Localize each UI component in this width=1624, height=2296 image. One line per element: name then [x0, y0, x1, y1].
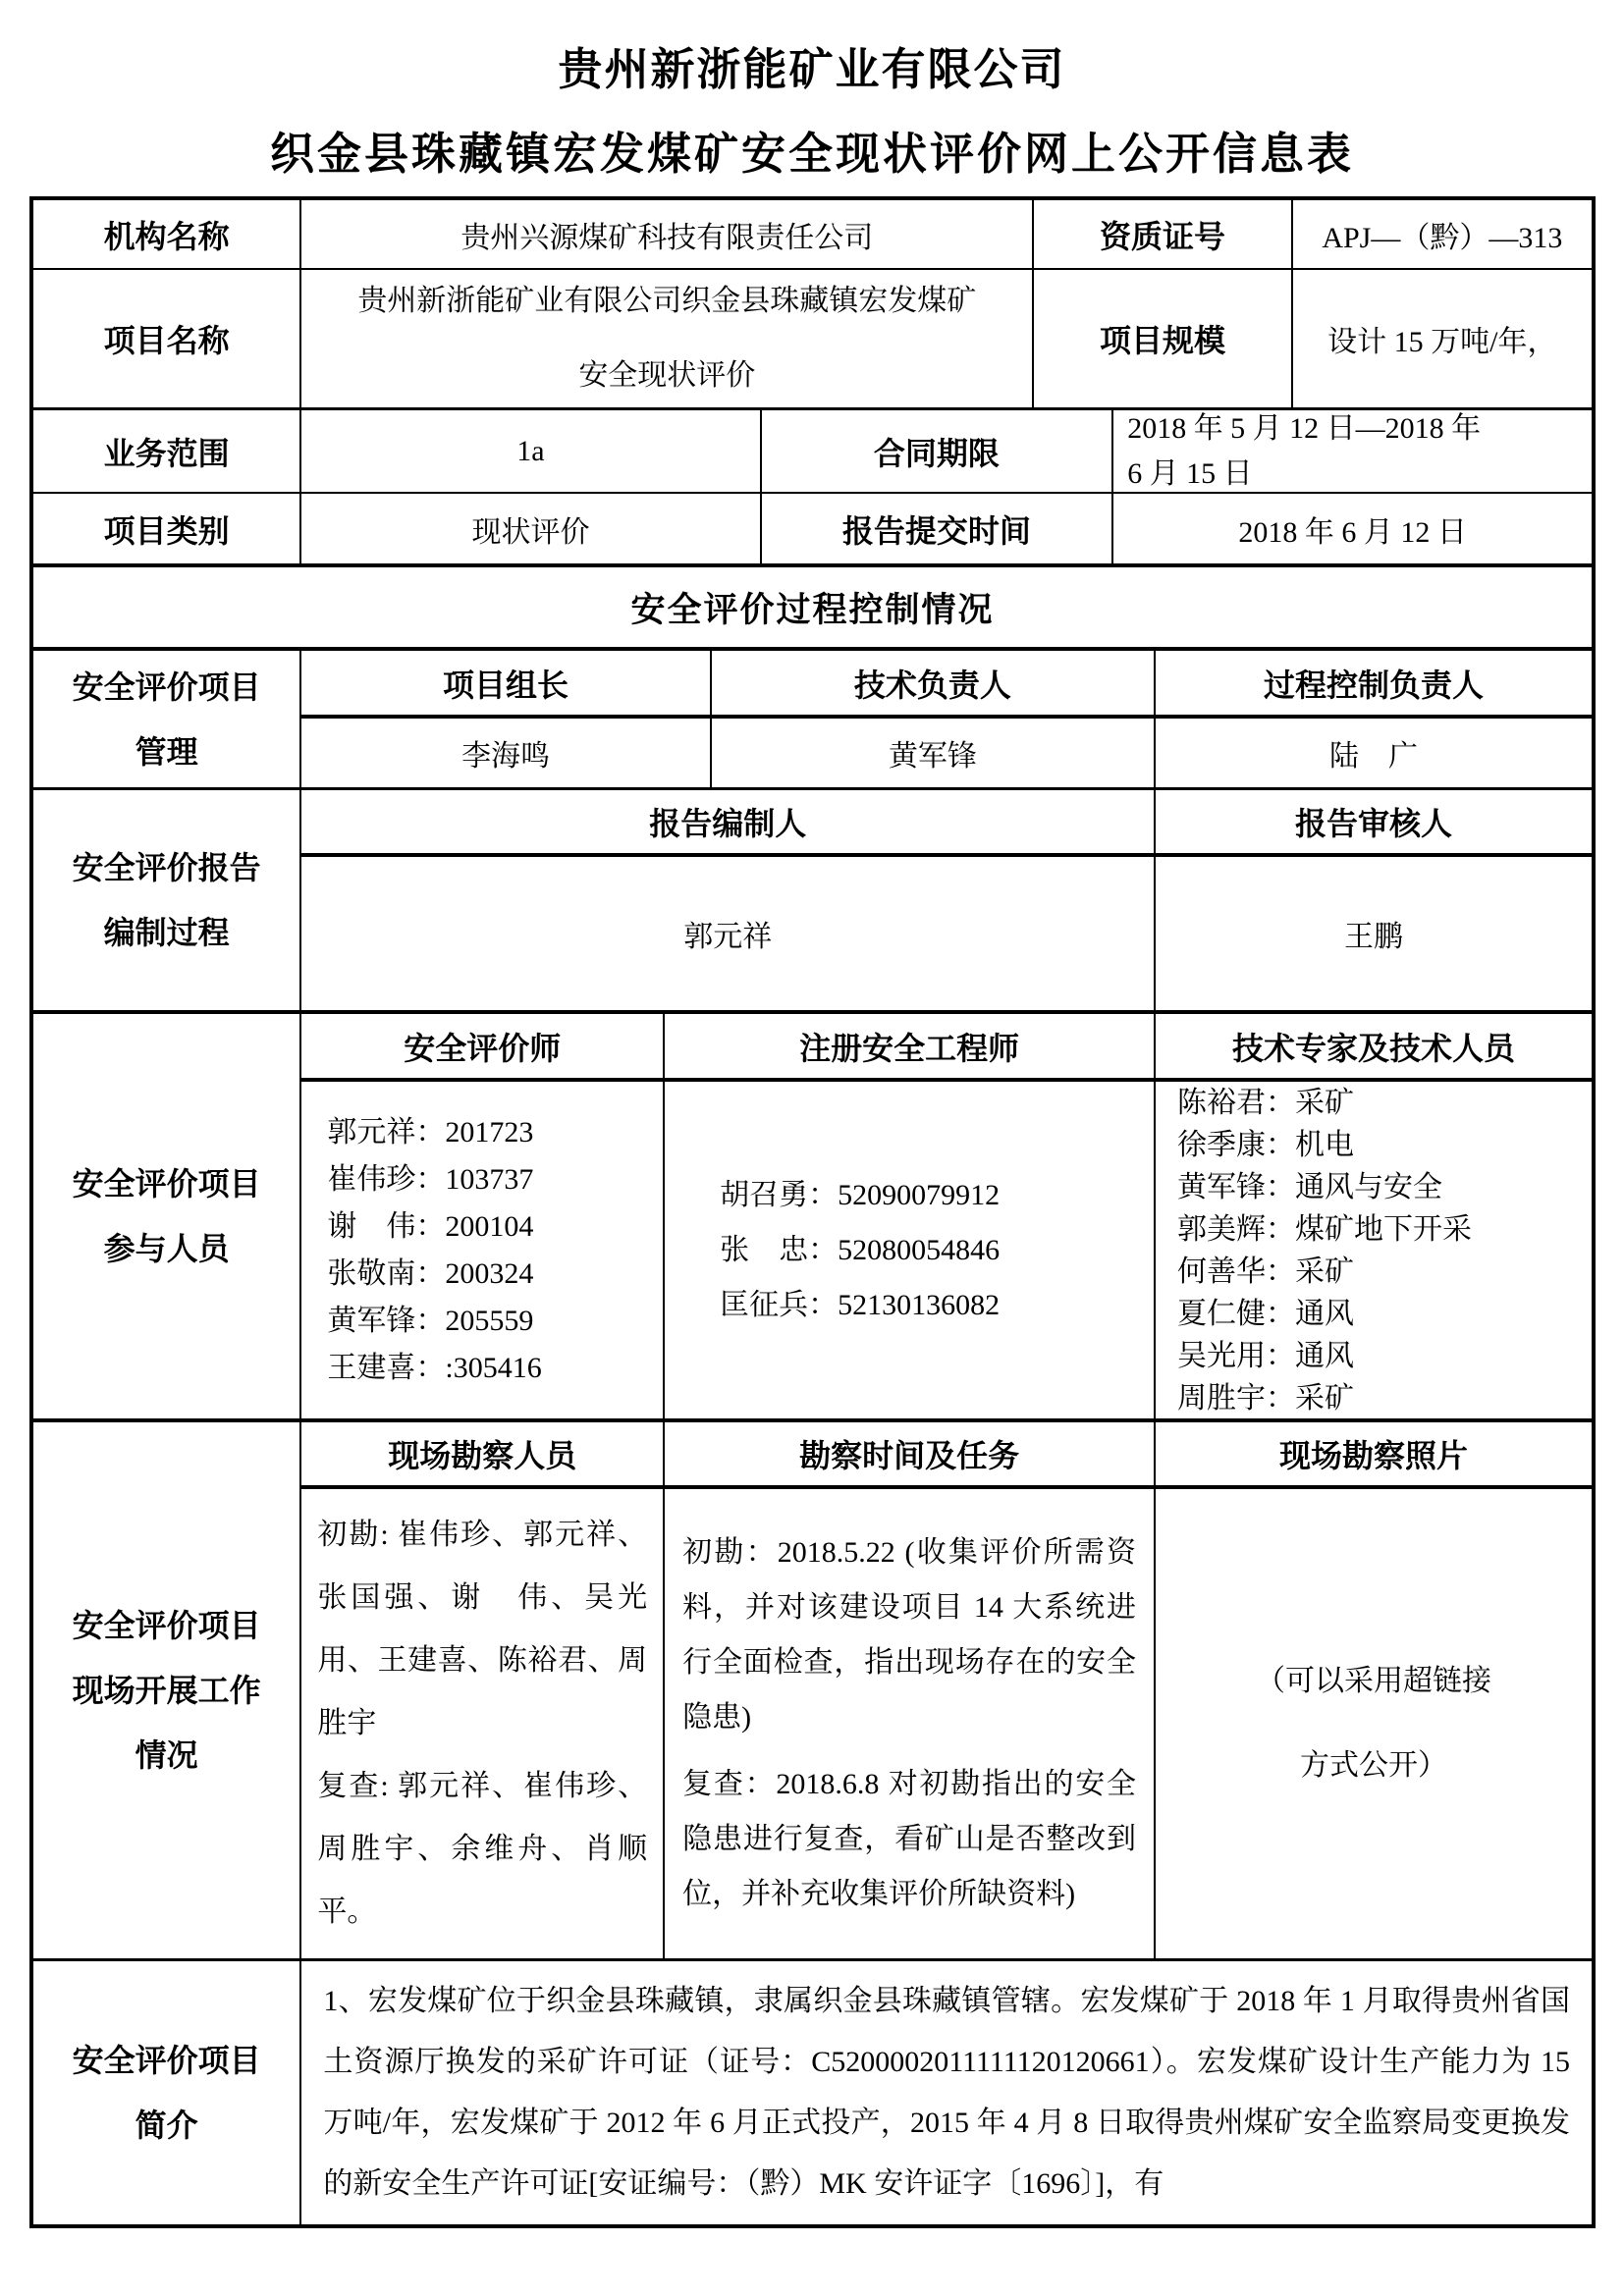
cert-no-label: 资质证号 [1032, 200, 1290, 270]
section-process-banner [33, 563, 1592, 647]
expert-list: 陈裕君：采矿 徐季康：机电 黄军锋：通风与安全 郭美辉：煤矿地下开采 何善华：采矿 夏仁健：通风 吴光用：通风 周胜宇：采矿 [1154, 1082, 1592, 1418]
survey-task-content: 初勘：2018.5.22 (收集评价所需资料，并对该建设项目 14 大系统进行全面检查，指出现场存在的安全隐患) 复查：2018.6.8 对初勘指出的安全隐患进行复查，看矿山是否整改到位，并补充收集评价所缺资料) [663, 1489, 1154, 1958]
section-participants [33, 1010, 1592, 1418]
section-summary [33, 1958, 1592, 2224]
assessor-list: 郭元祥：201723 崔伟珍：103737 谢 伟：200104 张敬南：200324 黄军锋：205559 王建喜：:305416 [299, 1082, 663, 1418]
document-subtitle: 织金县珠藏镇宏发煤矿安全现状评价网上公开信息表 [269, 130, 1354, 179]
site-work-label: 安全评价项目 现场开展工作 情况 [72, 1608, 261, 1773]
project-scale-value: 设计 15 万吨/年， [1291, 270, 1592, 407]
report-process-label: 安全评价报告 编制过程 [72, 850, 261, 950]
survey-photo-content: （可以采用超链接 方式公开） [1154, 1489, 1592, 1958]
project-name-label: 项目名称 [103, 323, 230, 358]
project-scale-label: 项目规模 [1032, 270, 1290, 407]
report-submit-label: 报告提交时间 [760, 494, 1112, 563]
info-table [29, 196, 1596, 2228]
process-control-banner: 安全评价过程控制情况 [630, 590, 995, 629]
document-title: 贵州新浙能矿业有限公司 [558, 45, 1066, 94]
report-reviewer-value: 王鹏 [1154, 857, 1592, 1010]
assessor-header: 安全评价师 [299, 1014, 663, 1082]
section-basic-info [33, 200, 1592, 407]
survey-photo-header: 现场勘察照片 [1154, 1422, 1592, 1489]
team-leader-value: 李海鸣 [299, 719, 709, 787]
report-writer-label: 报告编制人 [299, 790, 1154, 857]
management-label: 安全评价项目 管理 [72, 668, 261, 770]
project-name-value: 贵州新浙能矿业有限公司织金县珠藏镇宏发煤矿 安全现状评价 [299, 270, 1032, 407]
project-category-value: 现状评价 [299, 494, 759, 563]
survey-staff-header: 现场勘察人员 [299, 1422, 663, 1489]
report-submit-value: 2018 年 6 月 12 日 [1111, 494, 1592, 563]
org-name-value: 贵州兴源煤矿科技有限责任公司 [299, 200, 1032, 270]
report-reviewer-label: 报告审核人 [1154, 790, 1592, 857]
process-lead-value: 陆 广 [1154, 719, 1592, 787]
section-management [33, 647, 1592, 787]
expert-header: 技术专家及技术人员 [1154, 1014, 1592, 1082]
section-scope-category [33, 407, 1592, 563]
summary-label: 安全评价项目 简介 [72, 2043, 261, 2143]
report-writer-value: 郭元祥 [299, 857, 1154, 1010]
summary-content [299, 1961, 1592, 2224]
tech-lead-value: 黄军锋 [710, 719, 1154, 787]
section-site-work [33, 1418, 1592, 1958]
tech-lead-label: 技术负责人 [710, 651, 1154, 719]
business-scope-value: 1a [299, 410, 759, 494]
engineer-header: 注册安全工程师 [663, 1014, 1154, 1082]
summary-paragraph: 1、宏发煤矿位于织金县珠藏镇，隶属织金县珠藏镇管辖。宏发煤矿于 2018 年 1 月取得贵州省国土资源厅换发的采矿许可证（证号：C5200002011111120120661）。宏发煤矿设计生产能力为 15 万吨/年，宏发煤矿于 2012 年 6 月正式投产，2015 年 4 月 8 日取得贵州煤矿安全监察局变更换发的新安全生产许可证[安证编号：（黔）MK 安许证字〔1696〕]，有 [323, 1985, 1570, 2200]
cert-no-value: APJ—（黔）—313 [1291, 200, 1592, 270]
survey-task-header: 勘察时间及任务 [663, 1422, 1154, 1489]
project-category-label: 项目类别 [103, 512, 230, 549]
survey-staff-content: 初勘: 崔伟珍、郭元祥、张国强、谢 伟、吴光用、王建喜、陈裕君、周胜宇 复查: 郭元祥、崔伟珍、周胜宇、余维舟、肖顺平。 [299, 1489, 663, 1958]
participants-label: 安全评价项目 参与人员 [72, 1166, 261, 1266]
process-lead-label: 过程控制负责人 [1154, 651, 1592, 719]
contract-period-label: 合同期限 [760, 410, 1112, 494]
org-name-label: 机构名称 [33, 200, 299, 270]
engineer-list: 胡召勇：52090079912 张 忠：52080054846 匡征兵：52130136082 [663, 1082, 1154, 1418]
team-leader-label: 项目组长 [299, 651, 709, 719]
business-scope-label: 业务范围 [33, 410, 299, 494]
contract-period-value: 2018 年 5 月 12 日—2018 年 6 月 15 日 [1111, 410, 1592, 494]
section-report-compilation [33, 787, 1592, 1010]
